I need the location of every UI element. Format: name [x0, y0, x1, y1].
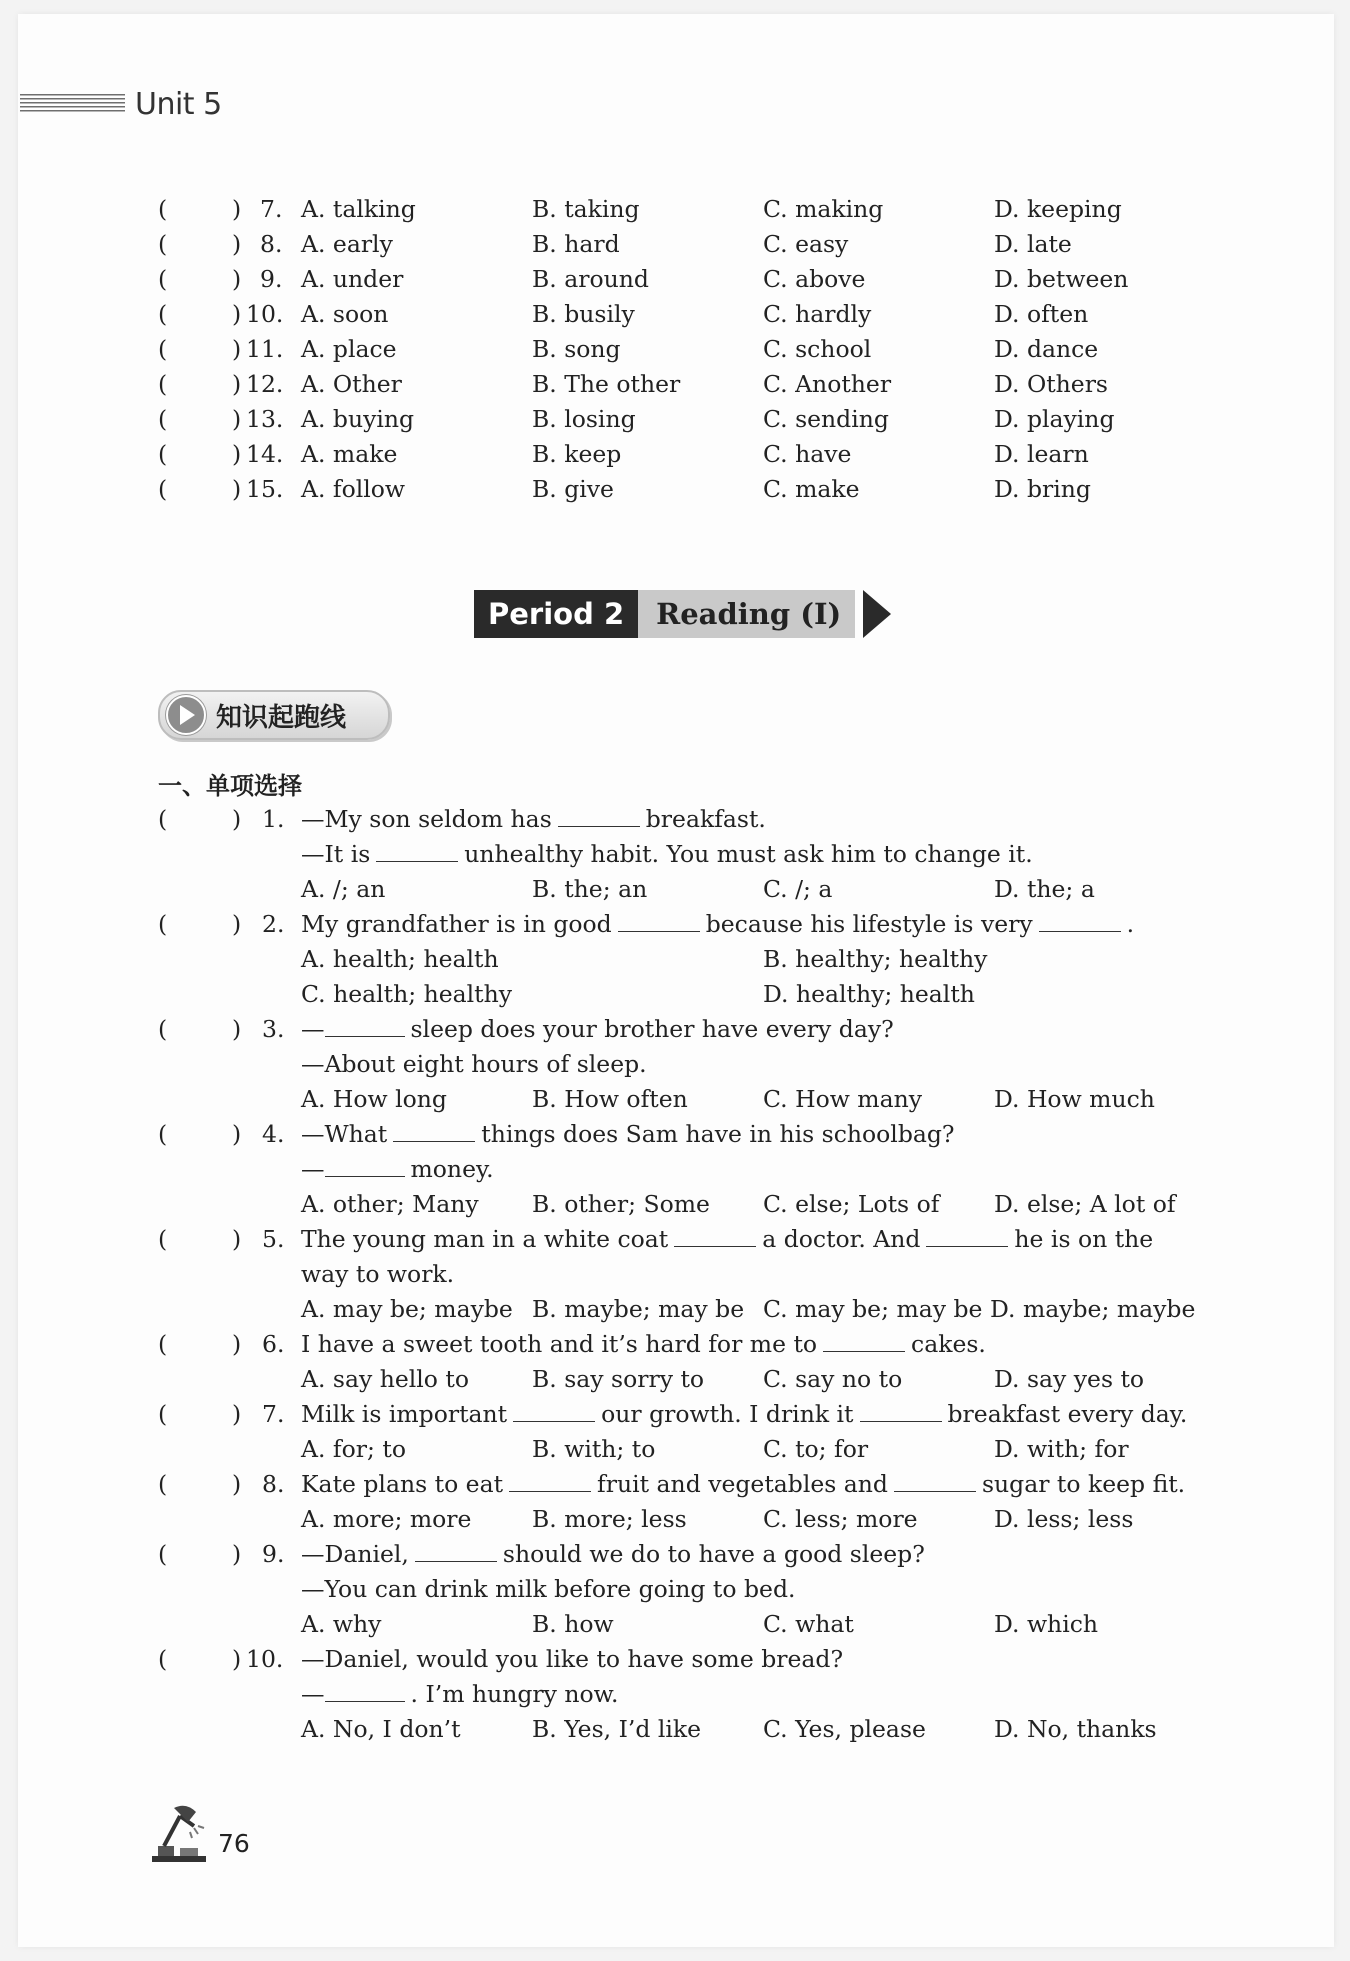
- option-b: B. around: [532, 265, 649, 293]
- question-number: 11.: [246, 335, 284, 363]
- option-a: A. may be; maybe: [301, 1295, 513, 1323]
- answer-paren-close: ): [232, 440, 242, 468]
- option-d: D. else; A lot of: [994, 1190, 1176, 1218]
- answer-blank[interactable]: [325, 1677, 405, 1702]
- stem-text: Kate plans to eat: [301, 1470, 504, 1498]
- option-a: A. other; Many: [301, 1190, 479, 1218]
- period-banner: [474, 590, 891, 638]
- answer-paren-open: (: [158, 195, 168, 223]
- option-d: D. often: [994, 300, 1089, 328]
- option-a: A. more; more: [301, 1505, 472, 1533]
- option-c: C. Yes, please: [763, 1715, 926, 1743]
- option-a: A. say hello to: [301, 1365, 470, 1393]
- question-stem: [301, 837, 1033, 871]
- desk-lamp-icon: [150, 1802, 210, 1864]
- answer-paren-open: (: [158, 265, 168, 293]
- stem-text: way to work.: [301, 1260, 455, 1288]
- question-number: 7.: [262, 1400, 285, 1428]
- stem-text: unhealthy habit. You must ask him to change it.: [464, 840, 1033, 868]
- answer-blank[interactable]: [894, 1467, 976, 1492]
- option-c: C. what: [763, 1610, 854, 1638]
- question-number: 1.: [262, 805, 285, 833]
- option-a: A. How long: [301, 1085, 447, 1113]
- answer-paren-open: (: [158, 1120, 168, 1148]
- question-number: 9.: [260, 265, 283, 293]
- option-c: C. easy: [763, 230, 849, 258]
- stem-text: —My son seldom has: [301, 805, 552, 833]
- answer-paren-close: ): [232, 230, 242, 258]
- option-c: C. making: [763, 195, 884, 223]
- question-number: 2.: [262, 910, 285, 938]
- stem-text: breakfast every day.: [947, 1400, 1188, 1428]
- answer-paren-close: ): [232, 805, 242, 833]
- unit-title: Unit 5: [135, 86, 222, 122]
- question-number: 9.: [262, 1540, 285, 1568]
- option-d: D. bring: [994, 475, 1091, 503]
- option-b: B. maybe; may be: [532, 1295, 745, 1323]
- answer-blank[interactable]: [1039, 907, 1121, 932]
- header-lines-decoration: [20, 94, 125, 114]
- question-number: 3.: [262, 1015, 285, 1043]
- option-b: B. more; less: [532, 1505, 687, 1533]
- option-a: A. follow: [301, 475, 406, 503]
- option-b: B. other; Some: [532, 1190, 710, 1218]
- question-number: 10.: [246, 300, 284, 328]
- option-b: B. busily: [532, 300, 635, 328]
- question-stem: [301, 1537, 925, 1571]
- question-number: 7.: [260, 195, 283, 223]
- answer-paren-open: (: [158, 1330, 168, 1358]
- answer-paren-close: ): [232, 195, 242, 223]
- section-badge: [158, 690, 390, 740]
- answer-blank[interactable]: [509, 1467, 591, 1492]
- answer-blank[interactable]: [926, 1222, 1008, 1247]
- stem-text: things does Sam have in his schoolbag?: [481, 1120, 955, 1148]
- answer-paren-close: ): [232, 1330, 242, 1358]
- option-b: B. How often: [532, 1085, 688, 1113]
- option-b: B. healthy; healthy: [763, 945, 988, 973]
- option-b: B. Yes, I’d like: [532, 1715, 702, 1743]
- option-d: D. dance: [994, 335, 1099, 363]
- answer-paren-close: ): [232, 1120, 242, 1148]
- answer-paren-open: (: [158, 475, 168, 503]
- option-b: B. the; an: [532, 875, 648, 903]
- option-c: C. make: [763, 475, 860, 503]
- answer-paren-open: (: [158, 1540, 168, 1568]
- stem-text: I have a sweet tooth and it’s hard for me to: [301, 1330, 818, 1358]
- answer-paren-close: ): [232, 265, 242, 293]
- option-d: D. the; a: [994, 875, 1095, 903]
- option-b: B. how: [532, 1610, 614, 1638]
- answer-paren-open: (: [158, 230, 168, 258]
- answer-blank[interactable]: [393, 1117, 475, 1142]
- answer-paren-open: (: [158, 370, 168, 398]
- question-number: 13.: [246, 405, 284, 433]
- option-b: B. give: [532, 475, 614, 503]
- option-c: C. school: [763, 335, 872, 363]
- question-stem: [301, 907, 1134, 941]
- answer-paren-close: ): [232, 335, 242, 363]
- option-b: B. The other: [532, 370, 681, 398]
- question-number: 10.: [246, 1645, 284, 1673]
- option-c: C. /; a: [763, 875, 833, 903]
- option-d: D. learn: [994, 440, 1089, 468]
- period-subtitle: Reading (I): [638, 590, 855, 638]
- option-d: D. keeping: [994, 195, 1122, 223]
- play-arrow-icon: [863, 590, 891, 638]
- stem-text: fruit and vegetables and: [597, 1470, 888, 1498]
- option-a: A. Other: [301, 370, 402, 398]
- answer-paren-close: ): [232, 405, 242, 433]
- stem-text: —Daniel, would you like to have some bread?: [301, 1645, 844, 1673]
- question-stem: [301, 1117, 955, 1151]
- option-d: D. maybe; maybe: [990, 1295, 1196, 1323]
- workbook-page: [18, 14, 1334, 1947]
- answer-paren-open: (: [158, 1400, 168, 1428]
- question-number: 12.: [246, 370, 284, 398]
- answer-blank[interactable]: [325, 1152, 405, 1177]
- answer-paren-close: ): [232, 370, 242, 398]
- stem-text: —: [301, 1155, 325, 1183]
- answer-paren-open: (: [158, 1470, 168, 1498]
- stem-text: —Daniel,: [301, 1540, 409, 1568]
- option-a: A. buying: [301, 405, 415, 433]
- question-stem: [301, 1222, 1153, 1256]
- answer-blank[interactable]: [325, 1012, 405, 1037]
- option-d: D. Others: [994, 370, 1108, 398]
- unit-header: [18, 84, 222, 124]
- answer-blank[interactable]: [860, 1397, 942, 1422]
- stem-text: cakes.: [911, 1330, 986, 1358]
- question-stem: [301, 802, 766, 836]
- option-c: C. less; more: [763, 1505, 918, 1533]
- option-a: A. health; health: [301, 945, 499, 973]
- answer-paren-close: ): [232, 1400, 242, 1428]
- answer-paren-open: (: [158, 1015, 168, 1043]
- question-number: 5.: [262, 1225, 285, 1253]
- stem-text: a doctor. And: [762, 1225, 921, 1253]
- page-number: 76: [218, 1829, 250, 1858]
- answer-paren-open: (: [158, 405, 168, 433]
- option-b: B. keep: [532, 440, 622, 468]
- option-b: B. hard: [532, 230, 620, 258]
- option-c: C. above: [763, 265, 866, 293]
- question-number: 4.: [262, 1120, 285, 1148]
- stem-text: My grandfather is in good: [301, 910, 612, 938]
- stem-text: . I’m hungry now.: [410, 1680, 619, 1708]
- period-label: Period 2: [474, 590, 638, 638]
- answer-paren-open: (: [158, 300, 168, 328]
- answer-blank[interactable]: [674, 1222, 756, 1247]
- stem-text: —You can drink milk before going to bed.: [301, 1575, 796, 1603]
- option-d: D. playing: [994, 405, 1115, 433]
- answer-blank[interactable]: [376, 837, 458, 862]
- answer-paren-open: (: [158, 335, 168, 363]
- option-c: C. else; Lots of: [763, 1190, 940, 1218]
- option-d: D. No, thanks: [994, 1715, 1157, 1743]
- stem-text: —What: [301, 1120, 388, 1148]
- answer-paren-open: (: [158, 910, 168, 938]
- answer-blank[interactable]: [558, 802, 640, 827]
- option-d: D. less; less: [994, 1505, 1134, 1533]
- answer-blank[interactable]: [823, 1327, 905, 1352]
- option-d: D. which: [994, 1610, 1099, 1638]
- page-footer: [150, 1802, 250, 1864]
- section-badge-label: 知识起跑线: [216, 702, 347, 733]
- answer-blank[interactable]: [415, 1537, 497, 1562]
- option-c: C. have: [763, 440, 852, 468]
- option-c: C. to; for: [763, 1435, 869, 1463]
- option-a: A. soon: [301, 300, 389, 328]
- option-c: C. hardly: [763, 300, 872, 328]
- option-a: A. /; an: [301, 875, 386, 903]
- answer-paren-close: ): [232, 300, 242, 328]
- option-a: A. talking: [301, 195, 416, 223]
- stem-text: because his lifestyle is very: [705, 910, 1033, 938]
- option-c: C. may be; may be: [763, 1295, 983, 1323]
- option-a: A. make: [301, 440, 398, 468]
- option-d: D. say yes to: [994, 1365, 1145, 1393]
- question-stem: [301, 1397, 1187, 1431]
- question-number: 8.: [260, 230, 283, 258]
- stem-text: breakfast.: [645, 805, 766, 833]
- question-stem: [301, 1152, 494, 1186]
- answer-paren-close: ): [232, 1540, 242, 1568]
- option-a: A. under: [301, 265, 404, 293]
- option-b: B. with; to: [532, 1435, 656, 1463]
- answer-paren-open: (: [158, 805, 168, 833]
- question-number: 15.: [246, 475, 284, 503]
- stem-text: —: [301, 1015, 325, 1043]
- question-number: 8.: [262, 1470, 285, 1498]
- option-d: D. healthy; health: [763, 980, 975, 1008]
- answer-paren-close: ): [232, 1645, 242, 1673]
- question-number: 6.: [262, 1330, 285, 1358]
- answer-paren-close: ): [232, 475, 242, 503]
- stem-text: sugar to keep fit.: [981, 1470, 1186, 1498]
- option-a: A. No, I don’t: [301, 1715, 461, 1743]
- option-a: A. early: [301, 230, 393, 258]
- option-d: D. How much: [994, 1085, 1155, 1113]
- option-a: A. for; to: [301, 1435, 406, 1463]
- stem-text: our growth. I drink it: [601, 1400, 854, 1428]
- question-stem: [301, 1467, 1185, 1501]
- option-d: D. between: [994, 265, 1129, 293]
- option-c: C. Another: [763, 370, 892, 398]
- option-c: C. health; healthy: [301, 980, 513, 1008]
- answer-paren-close: ): [232, 1225, 242, 1253]
- option-d: D. late: [994, 230, 1072, 258]
- answer-paren-close: ): [232, 910, 242, 938]
- stem-text: The young man in a white coat: [301, 1225, 669, 1253]
- stem-text: money.: [410, 1155, 494, 1183]
- section-title: 一、单项选择: [158, 772, 302, 800]
- answer-paren-open: (: [158, 1225, 168, 1253]
- stem-text: —About eight hours of sleep.: [301, 1050, 647, 1078]
- option-c: C. sending: [763, 405, 889, 433]
- stem-text: —: [301, 1680, 325, 1708]
- option-c: C. say no to: [763, 1365, 903, 1393]
- stem-text: should we do to have a good sleep?: [502, 1540, 925, 1568]
- stem-text: Milk is important: [301, 1400, 508, 1428]
- option-b: B. taking: [532, 195, 640, 223]
- answer-paren-close: ): [232, 1015, 242, 1043]
- option-b: B. say sorry to: [532, 1365, 705, 1393]
- play-circle-icon: [166, 695, 206, 735]
- option-a: A. place: [301, 335, 397, 363]
- answer-paren-open: (: [158, 440, 168, 468]
- stem-text: .: [1126, 910, 1135, 938]
- answer-paren-close: ): [232, 1470, 242, 1498]
- option-c: C. How many: [763, 1085, 923, 1113]
- stem-text: he is on the: [1014, 1225, 1154, 1253]
- question-stem: [301, 1327, 986, 1361]
- stem-text: —It is: [301, 840, 371, 868]
- option-b: B. losing: [532, 405, 636, 433]
- question-stem: [301, 1677, 618, 1711]
- answer-paren-open: (: [158, 1645, 168, 1673]
- option-a: A. why: [301, 1610, 382, 1638]
- question-stem: [301, 1012, 894, 1046]
- option-b: B. song: [532, 335, 621, 363]
- stem-text: sleep does your brother have every day?: [410, 1015, 894, 1043]
- answer-blank[interactable]: [513, 1397, 595, 1422]
- answer-blank[interactable]: [618, 907, 700, 932]
- option-d: D. with; for: [994, 1435, 1129, 1463]
- question-number: 14.: [246, 440, 284, 468]
